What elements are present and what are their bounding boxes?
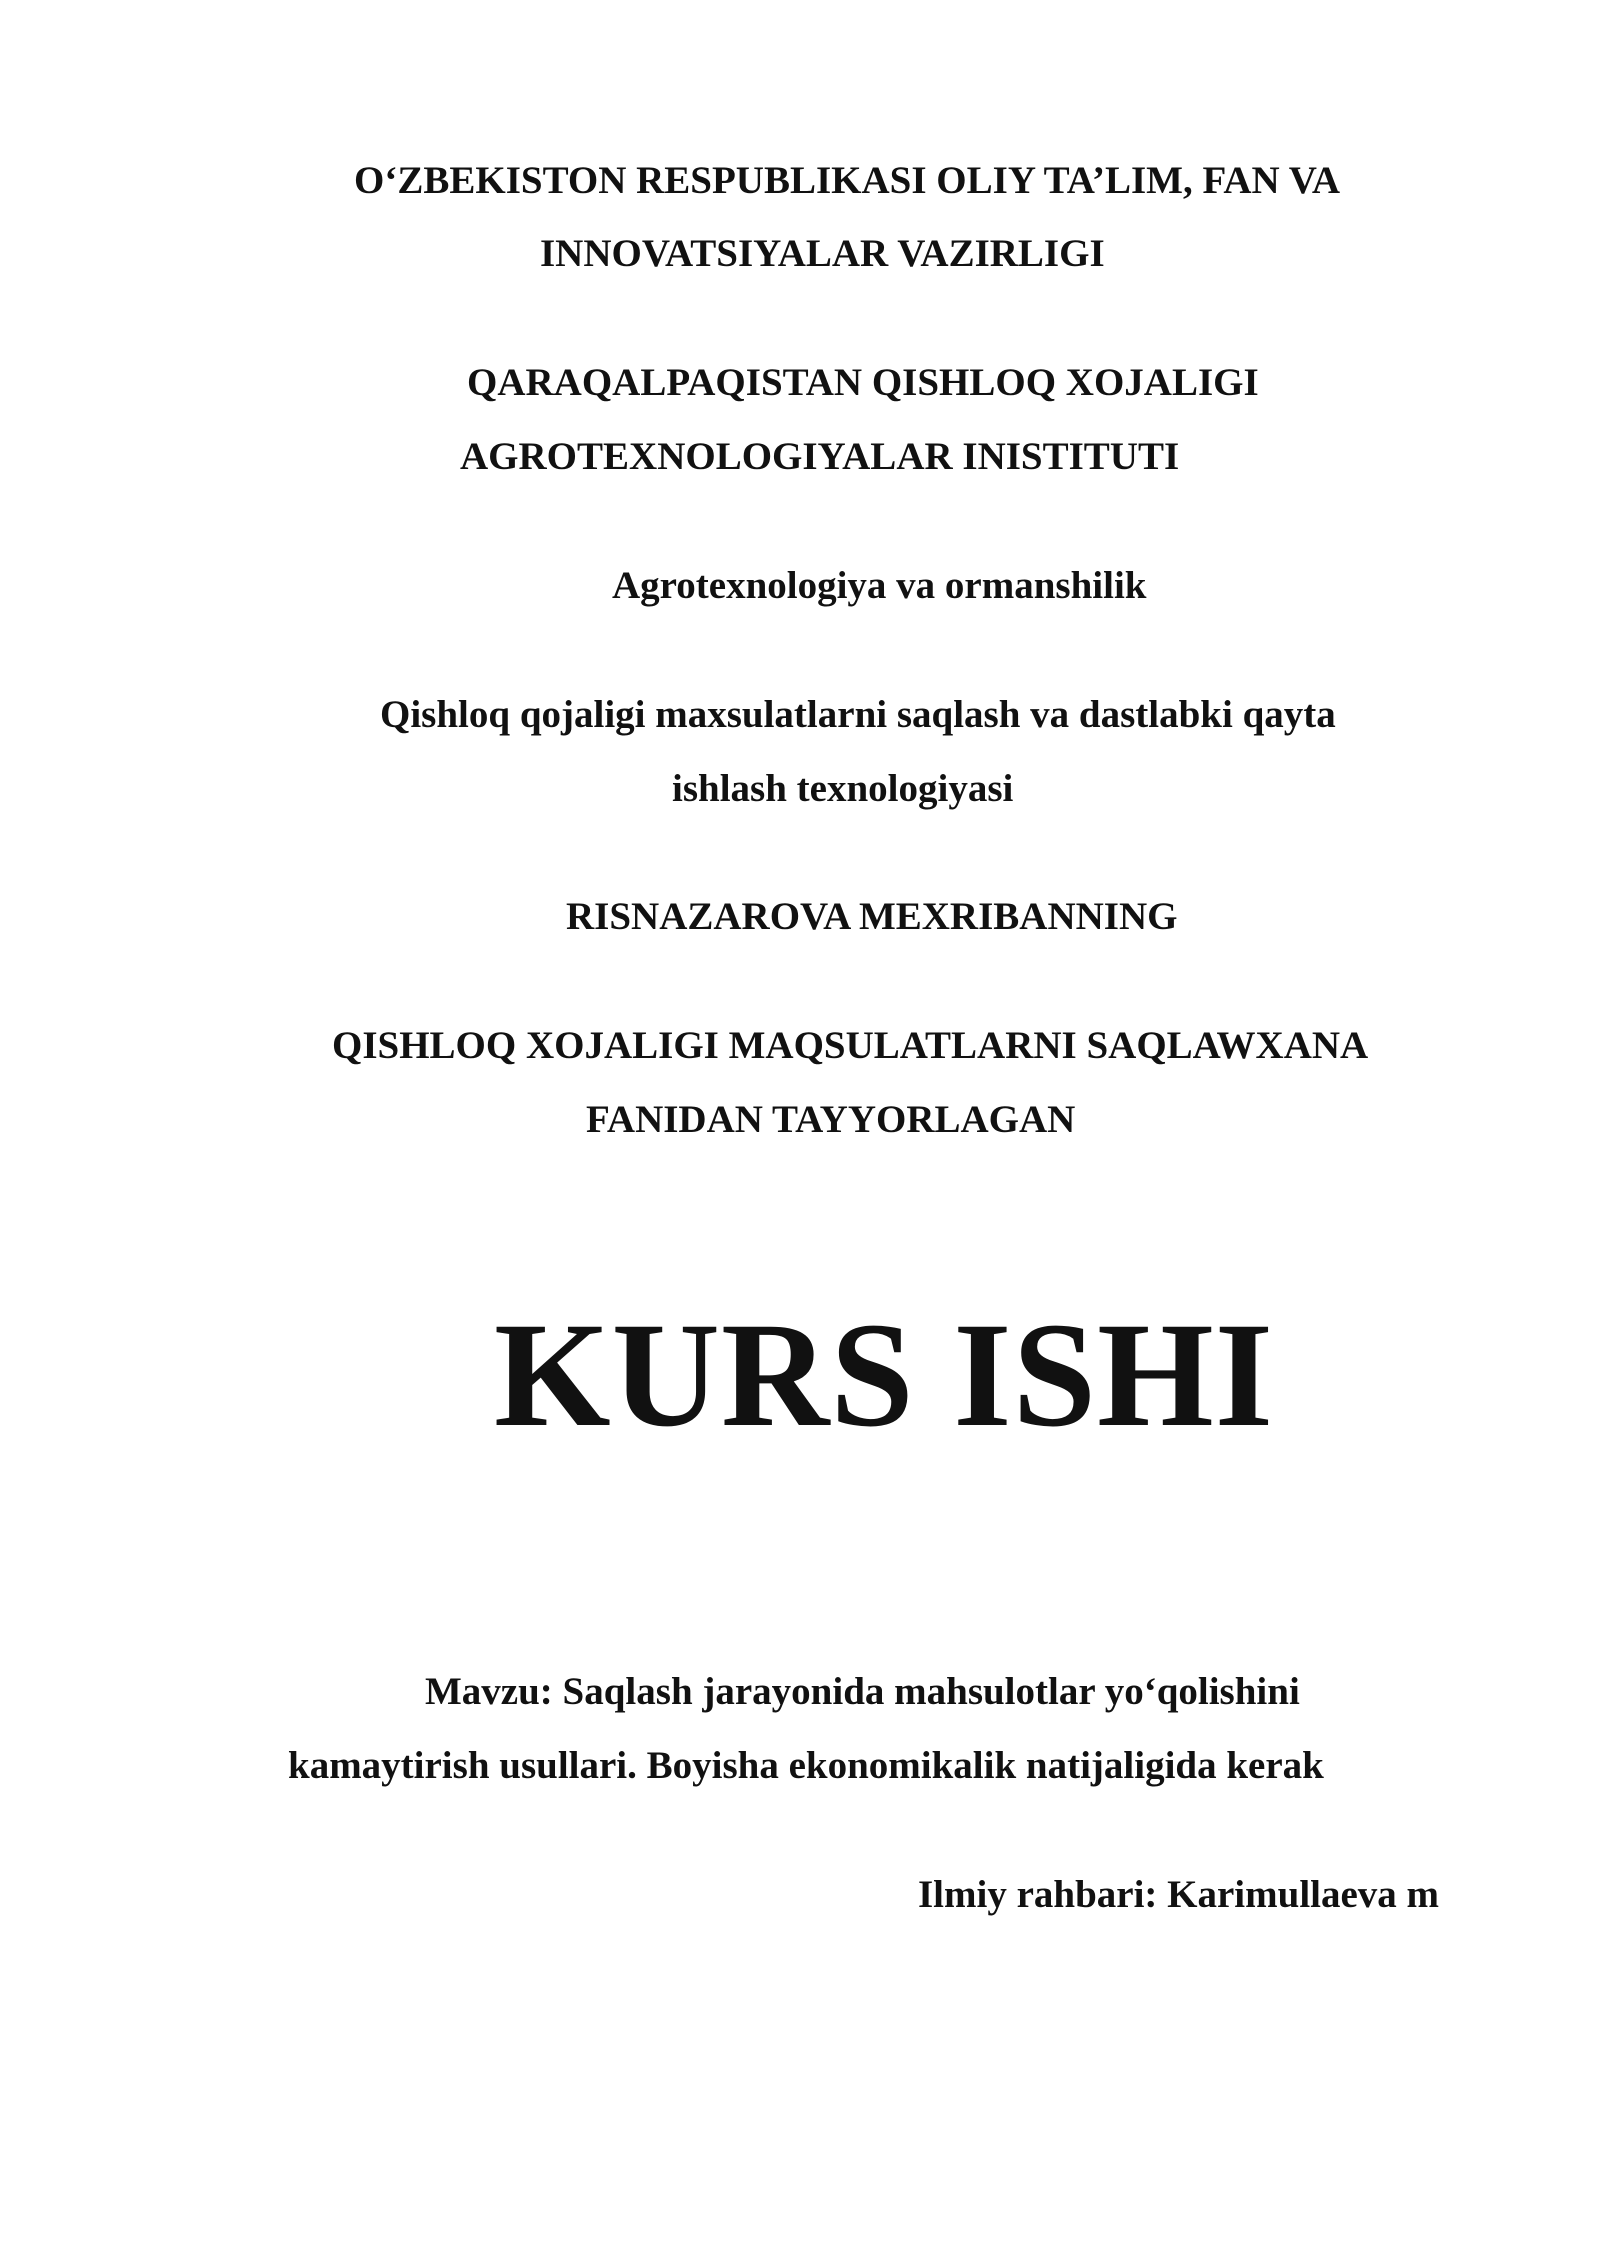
faculty-name: Agrotexnologiya va ormanshilik <box>612 564 1147 607</box>
subject-line-1: QISHLOQ XOJALIGI MAQSULATLARNI SAQLAWXANA <box>332 1024 1369 1067</box>
specialty-line-2: ishlash texnologiyasi <box>672 767 1014 810</box>
specialty-line-1: Qishloq qojaligi maxsulatlarni saqlash va dastlabki qayta <box>380 693 1336 736</box>
document-title: KURS ISHI <box>494 1292 1275 1458</box>
ministry-line-2: INNOVATSIYALAR VAZIRLIGI <box>540 232 1105 275</box>
ministry-line-1: O‘ZBEKISTON RESPUBLIKASI OLIY TA’LIM, FAN VA <box>354 159 1341 202</box>
institute-line-2: AGROTEXNOLOGIYALAR INISTITUTI <box>460 435 1180 478</box>
topic-line-1: Mavzu: Saqlash jarayonida mahsulotlar yo‘qolishini <box>425 1670 1300 1713</box>
subject-line-2: FANIDAN TAYYORLAGAN <box>586 1098 1076 1141</box>
topic-line-2: kamaytirish usullari. Boyisha ekonomikalik natijaligida kerak <box>288 1744 1324 1787</box>
supervisor-line: Ilmiy rahbari: Karimullaeva m <box>918 1873 1440 1916</box>
institute-line-1: QARAQALPAQISTAN QISHLOQ XOJALIGI <box>467 361 1259 404</box>
student-name: RISNAZAROVA MEXRIBANNING <box>566 895 1178 938</box>
